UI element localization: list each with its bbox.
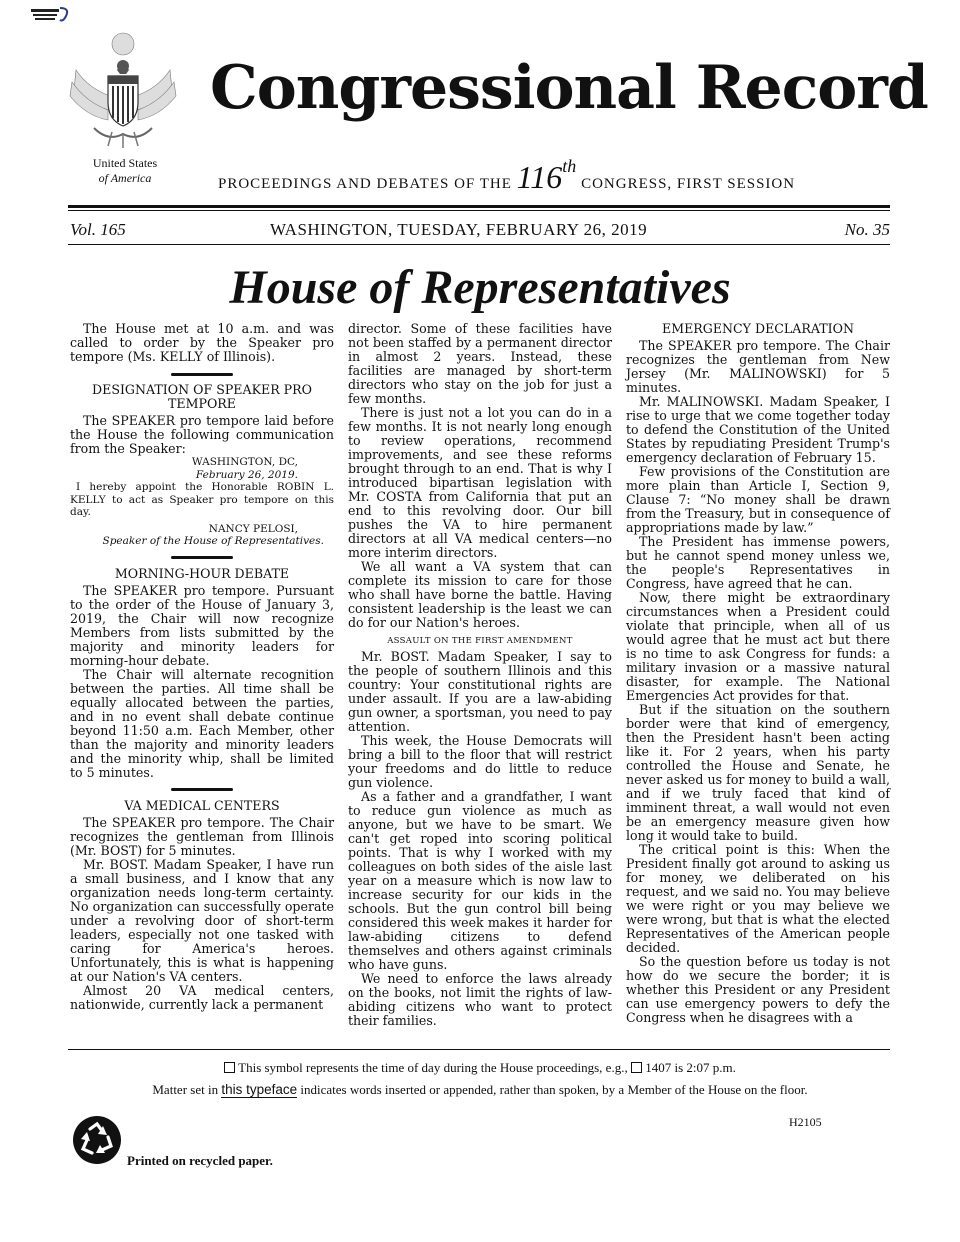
paragraph: The Chair will alternate recognition between the parties. All time shall be equally allocated between the parties, and in no event shall debate continue beyond 11:50 a.m. Each Member, other than the majority and minority leaders and the minority whip, shall be limited to 5 minutes. — [70, 666, 334, 780]
paragraph: Mr. MALINOWSKI. Madam Speaker, I rise to urge that we come together today to defend the Constitution of the United States by repudiating President Trump's emergency declaration of February 15. — [626, 394, 890, 465]
paragraph: Mr. BOST. Madam Speaker, I say to the people of southern Illinois and this country: Your constitutional rights are under assault. If you are a law-abiding gun owner, a sportsman, you need to pay attention. — [348, 649, 612, 734]
volume-number: Vol. 165 — [70, 220, 126, 239]
time-symbol-note — [0, 1060, 960, 1076]
section-divider — [70, 555, 334, 561]
text-column-2 — [348, 322, 612, 1028]
paragraph: director. Some of these facilities have not been staffed by a permanent director in almost 2 years. Instead, these facilities are managed by short-term directors who stay on the job for just a few months. — [348, 321, 612, 406]
seal-caption-country: United States — [92, 156, 158, 170]
section-heading: MORNING-HOUR DEBATE — [114, 565, 290, 581]
section-divider — [70, 371, 334, 377]
letter-signer: NANCY PELOSI, — [208, 522, 298, 535]
paragraph: So the question before us today is not how do we secure the border; it is whether this President or any President can use emergency powers to defy the Congress when he disagrees with a — [626, 954, 890, 1025]
great-seal-icon — [68, 30, 178, 152]
paragraph: The House met at 10 a.m. and was called to order by the Speaker pro tempore (Ms. KELLY of Illinois). — [70, 321, 334, 364]
paragraph: Now, there might be extraordinary circumstances when a President could violate that principle, when all of us would agree that he must act but there is no time to ask Congress for funds: a military invasion or a massive natural disaster, for example. The National Emergencies Act provides for that. — [626, 590, 890, 703]
recycled-paper-label: Printed on recycled paper. — [127, 1153, 273, 1168]
time-symbol-box-icon — [224, 1062, 235, 1073]
paragraph: The SPEAKER pro tempore. The Chair recognizes the gentleman from Illinois (Mr. BOST) for 5 minutes. — [70, 814, 334, 858]
text-column-1 — [70, 322, 334, 1012]
chamber-heading: House of Representatives — [229, 261, 731, 314]
text-column-3 — [626, 322, 890, 1025]
recycle-icon — [72, 1115, 122, 1165]
proceedings-line — [218, 156, 898, 196]
masthead-rule-thick — [68, 205, 890, 208]
section-heading: DESIGNATION OF SPEAKER PRO TEMPORE — [92, 382, 312, 411]
masthead-title: Congressional Record — [210, 53, 928, 123]
letter-date: February 26, 2019. — [195, 468, 298, 481]
paragraph: The critical point is this: When the President finally got around to asking us for money, we deliberated on his request, and we said no. You may believe we were right or you may believe we were wrong, but that is what the elected Representatives of the American people decided. — [626, 842, 890, 955]
section-heading: EMERGENCY DECLARATION — [662, 321, 854, 336]
time-symbol-note-text: This symbol represents the time of day during the House proceedings, e.g., — [238, 1060, 628, 1075]
congress-number: 116 — [516, 159, 563, 195]
seal-caption — [60, 156, 190, 186]
time-symbol-example: 1407 is 2:07 p.m. — [645, 1060, 736, 1075]
paragraph: The SPEAKER pro tempore. The Chair recognizes the gentleman from New Jersey (Mr. MALINOWSKI) for 5 minutes. — [626, 338, 890, 395]
speaker-letter — [70, 456, 334, 548]
subsection-heading: ASSAULT ON THE FIRST AMENDMENT — [387, 636, 573, 646]
paragraph: We need to enforce the laws already on the books, not limit the rights of law-abiding citizens who want to protect their families. — [348, 971, 612, 1028]
section-heading: VA MEDICAL CENTERS — [124, 797, 280, 813]
typeface-note-suffix: indicates words inserted or appended, rather than spoken, by a Member of the House on the floor. — [300, 1082, 808, 1097]
congress-suffix: th — [562, 156, 577, 176]
proceedings-prefix: PROCEEDINGS AND DEBATES OF THE — [218, 176, 512, 192]
seal-caption-of-america: of America — [98, 171, 152, 185]
typeface-sample: this typeface — [221, 1082, 298, 1097]
proceedings-suffix: CONGRESS, FIRST SESSION — [581, 176, 796, 192]
dateline-rule — [68, 244, 890, 245]
paragraph: Mr. BOST. Madam Speaker, I have run a small business, and I know that any organization needs long-term certainty. No organization can successfully operate under a revolving door of short-term leaders, especially not one tasked with caring for America's heroes. Unfortunately, this is what is happening at our Nation's VA centers. — [70, 856, 334, 984]
paragraph: We all want a VA system that can complete its mission to care for those who shall have borne the battle. Having consistent leadership is the least we can do for our Nation's heroes. — [348, 559, 612, 630]
letter-place: WASHINGTON, DC, — [191, 456, 298, 468]
paragraph: This week, the House Democrats will bring a bill to the floor that will restrict your freedoms and do little to reduce gun violence. — [348, 733, 612, 790]
issue-date: WASHINGTON, TUESDAY, FEBRUARY 26, 2019 — [270, 220, 648, 239]
paragraph: The SPEAKER pro tempore laid before the House the following communication from the Speaker: — [70, 413, 334, 456]
paragraph: Few provisions of the Constitution are more plain than Article I, Section 9, Clause 7: “No money shall be drawn from the Treasury, but in consequence of appropriations made by law.” — [626, 464, 890, 535]
paragraph: But if the situation on the southern border were that kind of emergency, then the President hasn't been acting like it. For 2 years, when his party controlled the House and Senate, he never asked us for money to build a wall, and if we truly faced that kind of imminent threat, a wall would not even be an emergency measure given how long it would take to build. — [626, 702, 890, 843]
paragraph: As a father and a grandfather, I want to reduce gun violence as much as anyone, but we have to be smart. We can't get roped into scoring political points. That is why I worked with my colleagues on both sides of the aisle last year on a measure which is now law to increase security for our kids in the schools. But the gun control bill being considered this week makes it harder for law-abiding citizens to defend themselves and others against criminals who have guns. — [348, 789, 612, 972]
section-divider — [70, 787, 334, 793]
time-symbol-box-icon — [631, 1062, 642, 1073]
paragraph: Almost 20 VA medical centers, nationwide, currently lack a permanent — [70, 982, 334, 1012]
issue-number: No. 35 — [844, 220, 890, 239]
letter-signer-title: Speaker of the House of Representatives. — [102, 535, 324, 547]
page-number: H2105 — [789, 1115, 822, 1129]
publisher-logo-icon — [30, 6, 72, 24]
typeface-note — [0, 1082, 960, 1098]
footer-rule — [68, 1049, 890, 1050]
letter-body: I hereby appoint the Honorable ROBIN L. KELLY to act as Speaker pro tempore on this day. — [70, 481, 334, 518]
masthead-rule-thin — [68, 210, 890, 211]
paragraph: The President has immense powers, but he cannot spend money unless we, the people's Representatives in Congress, have agreed that he can. — [626, 534, 890, 591]
paragraph: There is just not a lot you can do in a few months. It is not nearly long enough to review operations, recommend improvements, and see these reforms brought through to an end. That is why I introduced bipartisan legislation with Mr. COSTA from California that put an end to this revolving door. Our bill pushes the VA to hire permanent directors at all VA medical centers—no more interim directors. — [348, 405, 612, 560]
paragraph: The SPEAKER pro tempore. Pursuant to the order of the House of January 3, 2019, the Chair will now recognize Members from lists submitted by the majority and minority leaders for morning-hour debate. — [70, 582, 334, 668]
typeface-note-prefix: Matter set in — [152, 1082, 219, 1097]
